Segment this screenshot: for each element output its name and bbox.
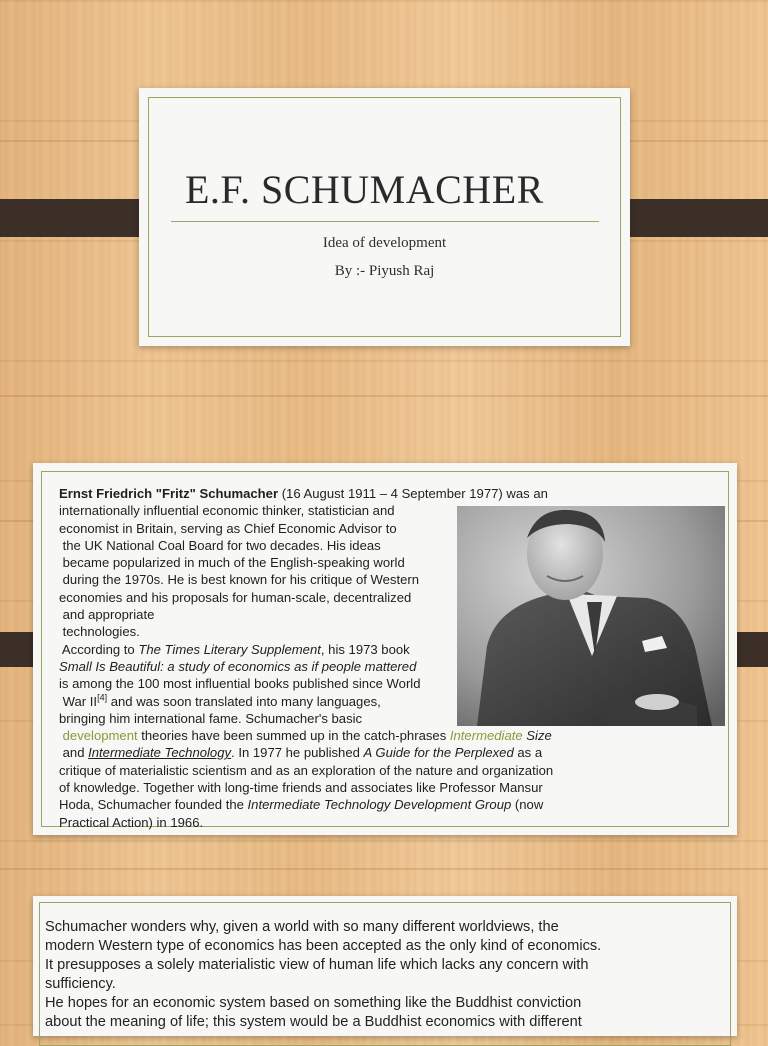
bio-line bbox=[59, 744, 607, 761]
title-slide-frame bbox=[148, 97, 621, 337]
biography-slide bbox=[33, 463, 737, 835]
title-divider bbox=[171, 221, 599, 222]
book-title: A Guide for the Perplexed bbox=[363, 745, 514, 761]
bio-text: and bbox=[59, 745, 89, 761]
bio-text: and was soon translated into many languages, bbox=[107, 693, 381, 709]
bio-line: economies and his proposals for human-scale, decentralized bbox=[59, 589, 412, 605]
slide-title: E.F. SCHUMACHER bbox=[185, 167, 544, 212]
book-title: Small Is Beautiful: a study of economics as if people mattered bbox=[59, 658, 417, 674]
bio-line bbox=[59, 796, 607, 813]
bio-italic: The Times Literary Supplement bbox=[138, 641, 321, 657]
bio-line: critique of materialistic scientism and as an exploration of the nature and organization bbox=[59, 762, 554, 778]
intermediate-link[interactable]: Intermediate bbox=[449, 728, 523, 744]
citation-link[interactable]: [4] bbox=[97, 692, 108, 703]
text-line: Schumacher wonders why, given a world with so many different worldviews, the bbox=[45, 919, 559, 935]
development-link[interactable]: development bbox=[59, 728, 138, 744]
bio-line bbox=[59, 485, 607, 502]
bio-name: Ernst Friedrich "Fritz" Schumacher bbox=[59, 486, 279, 501]
bio-line: and appropriate bbox=[59, 607, 155, 623]
bio-line: became popularized in much of the English-speaking world bbox=[59, 555, 405, 571]
slide-author: By :- Piyush Raj bbox=[334, 263, 435, 279]
bio-text: theories have been summed up in the catch-phrases bbox=[137, 728, 450, 744]
bio-line: Practical Action) in 1966. bbox=[59, 814, 204, 830]
text-line: about the meaning of life; this system would be a Buddhist economics with different bbox=[45, 1014, 582, 1030]
worldview-slide bbox=[33, 896, 737, 1036]
text-line: sufficiency. bbox=[45, 976, 116, 992]
bio-text: as a bbox=[513, 745, 543, 761]
organization-name: Intermediate Technology Development Group bbox=[247, 797, 512, 813]
text-line: He hopes for an economic system based on something like the Buddhist conviction bbox=[45, 995, 582, 1011]
bio-line: is among the 100 most influential books published since World bbox=[59, 676, 421, 692]
text-line: modern Western type of economics has been accepted as the only kind of economics. bbox=[45, 938, 602, 954]
bio-italic: Size bbox=[522, 728, 552, 744]
worldview-text bbox=[45, 918, 675, 1032]
text-line: It presupposes a solely materialistic view of human life which lacks any concern with bbox=[45, 957, 589, 973]
title-slide bbox=[139, 88, 630, 346]
bio-line: the UK National Coal Board for two decades. His ideas bbox=[59, 537, 381, 553]
slide-subtitle: Idea of development bbox=[322, 235, 447, 251]
bio-text: (now bbox=[511, 797, 544, 813]
slide1-right-tab bbox=[613, 199, 768, 237]
bio-text: Hoda, Schumacher founded the bbox=[59, 797, 248, 813]
bio-line bbox=[59, 727, 607, 744]
intermediate-technology-link[interactable]: Intermediate Technology bbox=[88, 745, 232, 761]
bio-text: . In 1977 he published bbox=[231, 745, 364, 761]
bio-line: during the 1970s. He is best known for his critique of Western bbox=[59, 572, 420, 588]
bio-line: bringing him international fame. Schumacher's basic bbox=[59, 710, 363, 726]
bio-text: (16 August 1911 – 4 September 1977) was an bbox=[278, 486, 548, 501]
bio-line: technologies. bbox=[59, 624, 140, 640]
bio-text: , his 1973 book bbox=[320, 641, 410, 657]
bio-line: of knowledge. Together with long-time friends and associates like Professor Mansur bbox=[59, 780, 543, 796]
portrait-image bbox=[457, 506, 725, 726]
bio-line: internationally influential economic thinker, statistician and bbox=[59, 503, 395, 519]
bio-line: economist in Britain, serving as Chief Economic Advisor to bbox=[59, 520, 397, 536]
bio-text: War II bbox=[59, 693, 98, 709]
portrait-photo bbox=[457, 506, 725, 726]
bio-text: According to bbox=[59, 641, 139, 657]
slide1-left-tab bbox=[0, 199, 155, 237]
